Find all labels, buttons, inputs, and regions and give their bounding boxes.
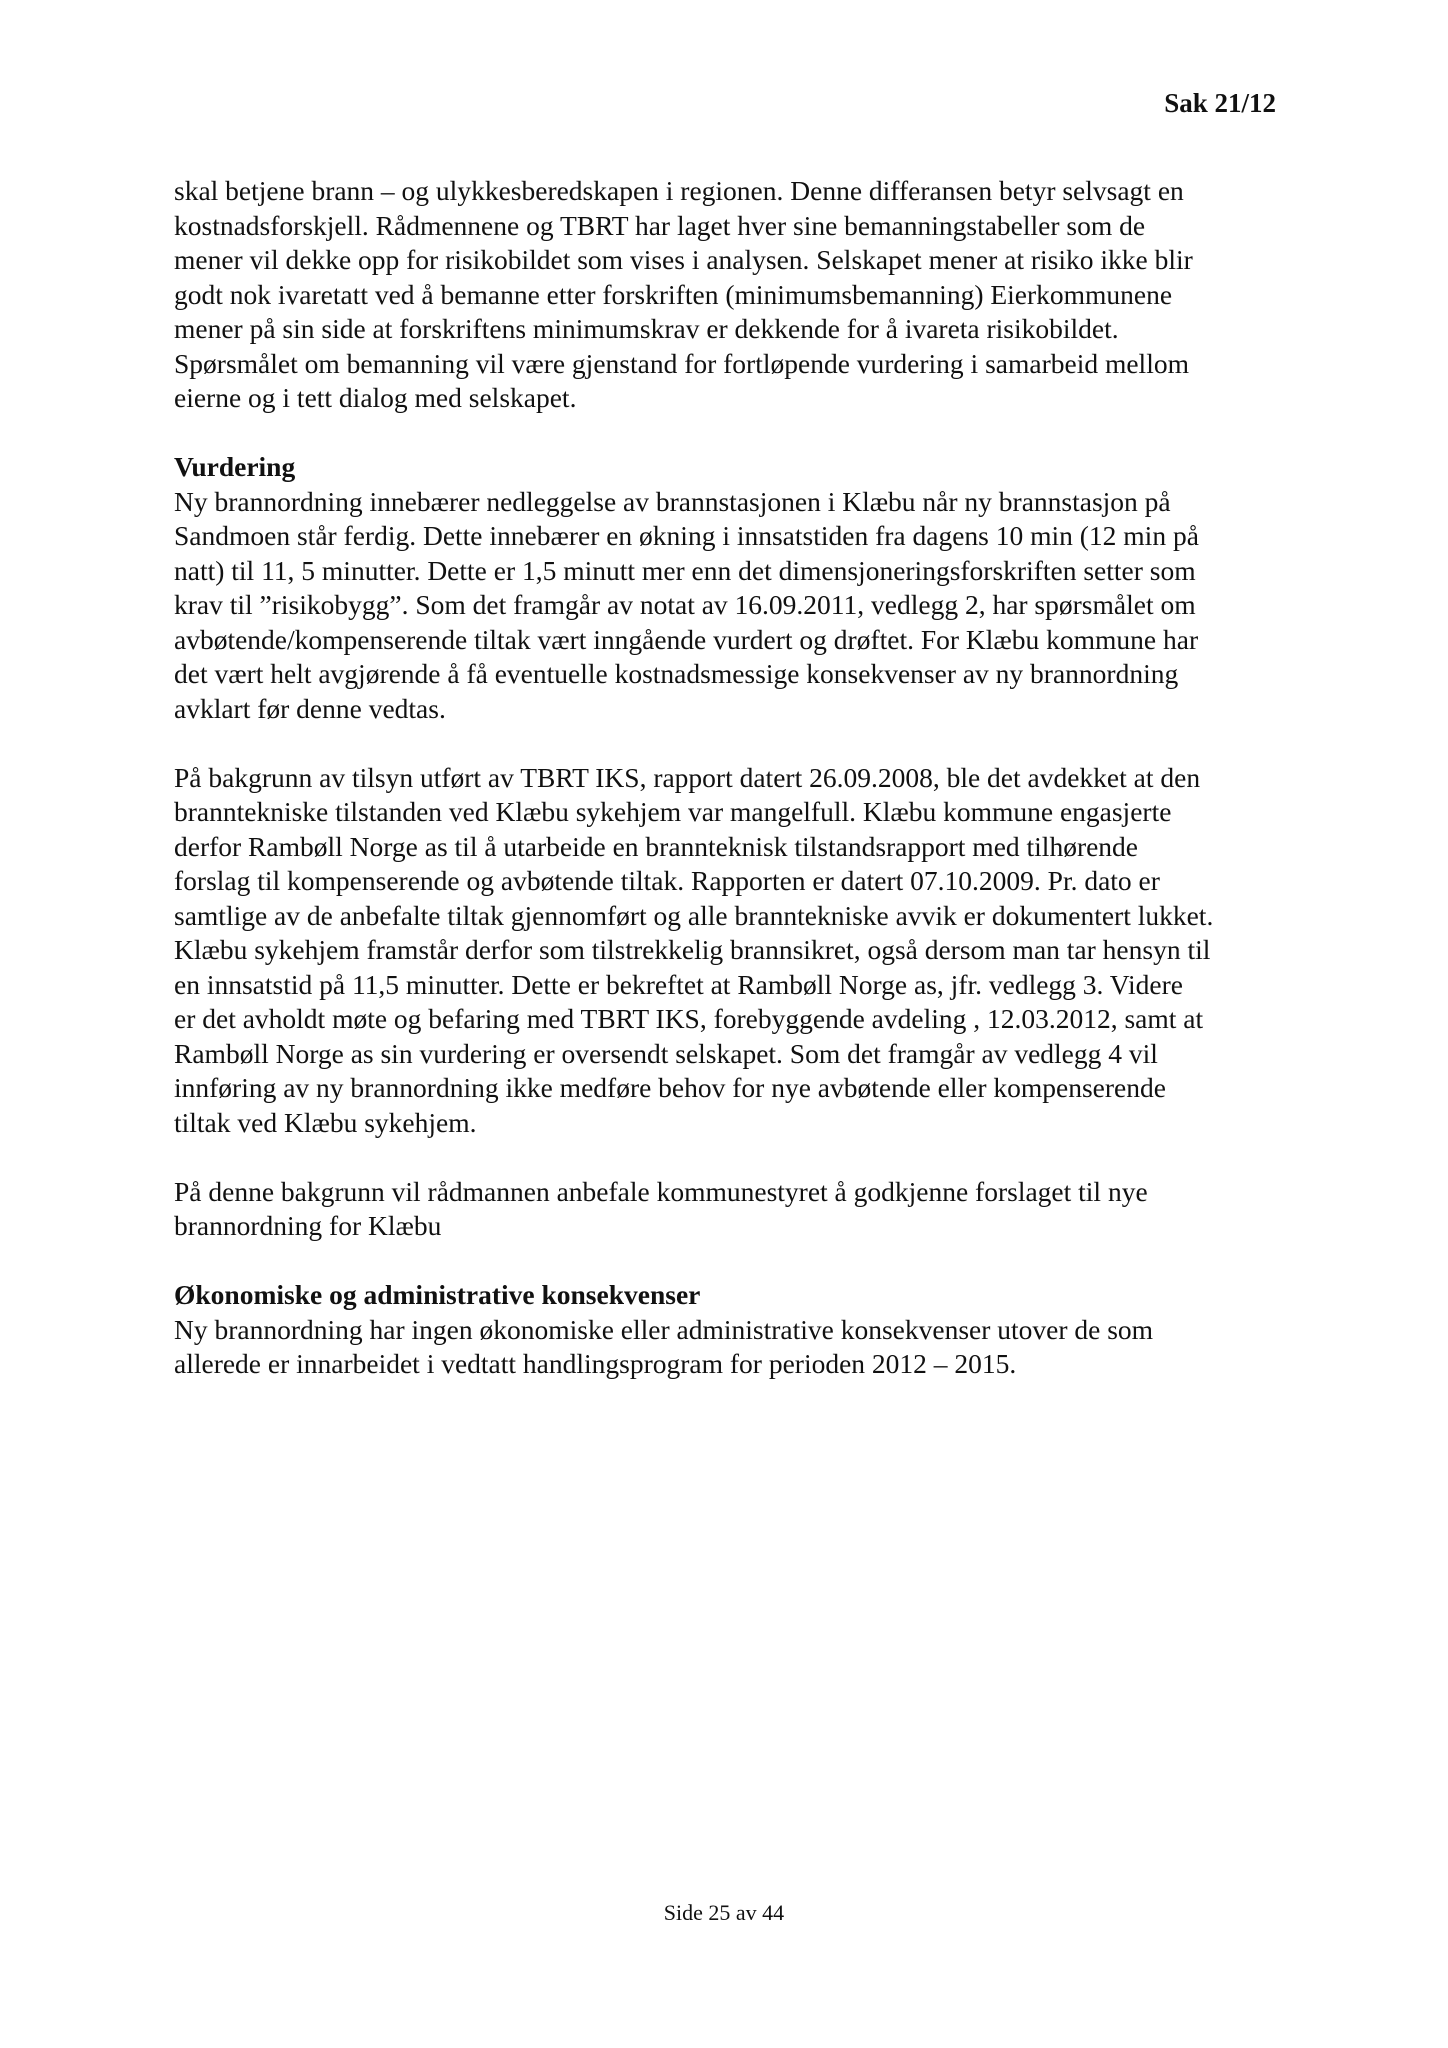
paragraph-line: eierne og i tett dialog med selskapet. [174,382,577,413]
vurdering-paragraph-2 [174,761,1284,1141]
paragraph-line: tiltak ved Klæbu sykehjem. [174,1106,477,1138]
paragraph-line: Sandmoen står ferdig. Dette innebærer en økning i innsatstiden fra dagens 10 min (12 min på [174,520,1199,551]
paragraph-line: branntekniske tilstanden ved Klæbu sykehjem var mangelfull. Klæbu kommune engasjerte [174,796,1172,827]
paragraph-line: skal betjene brann – og ulykkesberedskapen i regionen. Denne differansen betyr selvsagt en [174,175,1184,206]
paragraph-line: Ny brannordning innebærer nedleggelse av brannstasjonen i Klæbu når ny brannstasjon på [174,485,1171,517]
paragraph-line: brannordning for Klæbu [174,1210,442,1241]
paragraph-line: På denne bakgrunn vil rådmannen anbefale kommunestyret å godkjenne forslaget til nye [174,1175,1148,1207]
document-body [174,174,1284,1382]
paragraph-line: er det avholdt møte og befaring med TBRT IKS, forebyggende avdeling , 12.03.2012, samt at [174,1003,1204,1034]
paragraph-line: innføring av ny brannordning ikke medføre behov for nye avbøtende eller kompenserende [174,1072,1166,1103]
vurdering-heading: Vurdering [174,451,296,482]
paragraph-line: forslag til kompenserende og avbøtende tiltak. Rapporten er datert 07.10.2009. Pr. dato er [174,865,1160,896]
paragraph-line: derfor Rambøll Norge as til å utarbeide en brannteknisk tilstandsrapport med tilhørende [174,830,1139,862]
paragraph-line: natt) til 11, 5 minutter. Dette er 1,5 minutt mer enn det dimensjoneringsforskriften setter som [174,554,1196,586]
paragraph-line: samtlige av de anbefalte tiltak gjennomført og alle branntekniske avvik er dokumentert lukket. [174,899,1214,931]
paragraph-line: Klæbu sykehjem framstår derfor som tilstrekkelig brannsikret, også dersom man tar hensyn til [174,934,1211,965]
paragraph-spacer [174,416,1284,451]
paragraph-line: det vært helt avgjørende å få eventuelle kostnadsmessige konsekvenser av ny brannordning [174,658,1179,689]
paragraph-line: På bakgrunn av tilsyn utført av TBRT IKS, rapport datert 26.09.2008, ble det avdekket at den [174,761,1201,793]
konsekvenser-heading: Økonomiske og administrative konsekvenser [174,1279,701,1310]
paragraph-line: Spørsmålet om bemanning vil være gjenstand for fortløpende vurdering i samarbeid mellom [174,347,1189,379]
paragraph-line: kostnadsforskjell. Rådmennene og TBRT har laget hver sine bemanningstabeller som de [174,209,1146,241]
konsekvenser-paragraph [174,1313,1284,1382]
paragraph-line: krav til ”risikobygg”. Som det framgår av notat av 16.09.2011, vedlegg 2, har spørsmålet om [174,589,1196,620]
paragraph-line: Rambøll Norge as sin vurdering er oversendt selskapet. Som det framgår av vedlegg 4 vil [174,1037,1158,1069]
paragraph-spacer [174,726,1284,761]
paragraph-line: allerede er innarbeidet i vedtatt handlingsprogram for perioden 2012 – 2015. [174,1348,1017,1379]
paragraph-line: en innsatstid på 11,5 minutter. Dette er bekreftet at Rambøll Norge as, jfr. vedlegg 3. Videre [174,968,1183,1000]
paragraph-line: Ny brannordning har ingen økonomiske eller administrative konsekvenser utover de som [174,1313,1154,1345]
paragraph-spacer [174,1244,1284,1279]
paragraph-line: avbøtende/kompenserende tiltak vært inngående vurdert og drøftet. For Klæbu kommune har [174,623,1199,655]
case-number: Sak 21/12 [1164,88,1276,118]
paragraph-line: mener på sin side at forskriftens minimumskrav er dekkende for å ivareta risikobildet. [174,313,1119,344]
paragraph-line: mener vil dekke opp for risikobildet som vises i analysen. Selskapet mener at risiko ikke blir [174,244,1193,275]
vurdering-paragraph-1 [174,485,1284,727]
paragraph-line: godt nok ivaretatt ved å bemanne etter forskriften (minimumsbemanning) Eierkommunene [174,278,1173,310]
vurdering-paragraph-3 [174,1175,1284,1244]
page-number: Side 25 av 44 [663,1900,785,1925]
paragraph-spacer [174,1140,1284,1175]
paragraph-line: avklart før denne vedtas. [174,692,446,724]
intro-paragraph [174,174,1284,416]
